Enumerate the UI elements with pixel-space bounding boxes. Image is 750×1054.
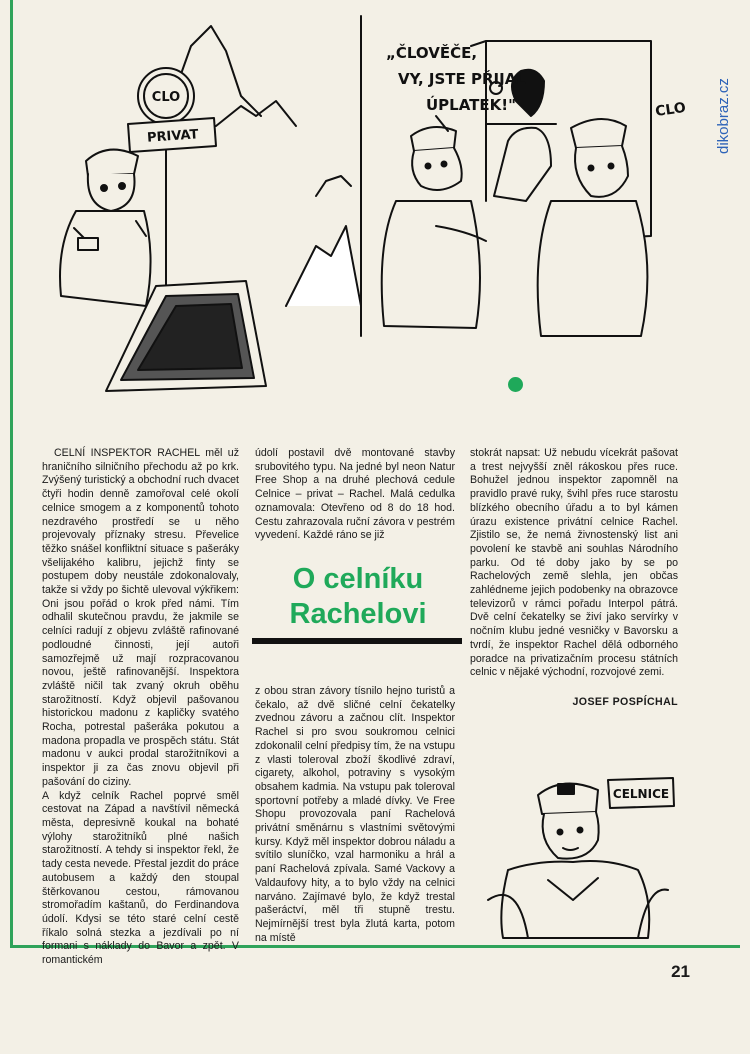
speech-line-3: ÚPLATEK!": [426, 96, 516, 114]
watermark: dikobraz.cz: [715, 78, 732, 154]
sign-clo-right: CLO: [654, 99, 687, 120]
frame-left-line: [10, 0, 13, 948]
green-dot-ornament: [508, 377, 523, 392]
article-column-2-bottom: [255, 685, 455, 945]
headline-line-1: O celníku: [292, 563, 424, 595]
article-column-3: [470, 447, 678, 680]
headline: [258, 562, 458, 632]
headline-rule: [252, 638, 462, 644]
speech-line-1: „ČLOVĚČE,: [386, 44, 478, 62]
speech-line-2: VY, JSTE PŘIJAL: [398, 70, 526, 88]
paragraph-4: z obou stran závory tísnilo hejno turistů a čekalo, až dvě sličné celní čekatelky zvednou závoru a začnou clít. Inspektor Rachel si pro svou soukromou celnici zdokonalil celní předpisy tím, že na vstupu z vlasti toleroval zboží škodlivé zdraví, cigarety, alkohol, potraviny s vysokým obsahem kadmia. Na vstupu pak toleroval sportovní potřeby a mladé dívky. Ve Free Shopu provozovala paní Rachelová privátní směnárnu s vlastními světovými kursy. Když měl inspektor dobrou náladu a svítilo sluníčko, vzal harmoniku a hrál a paní Rachelová zpívala. Samé Vackovy a Valdaufovy hity, a to bylo vždy na celnici narváno. Zajímavé bylo, že když trestal pašeráctví, měl tři stupně trestu. Nejmírnější trest byla žlutá karta, potom na místě: [255, 685, 455, 944]
author-byline: JOSEF POSPÍCHAL: [572, 696, 678, 708]
paragraph-2: A když celník Rachel poprvé směl cestovat na Západ a navštívil německá města, depresivně koukal na bohaté výlohy starožitníků plné našich starožitností. A tehdy si inspektor řekl, že tady cesta nevede. Přestal jezdit do práce autobusem a každý den stoupal štěrkovanou cestou, rámovanou stromořadím kaštanů, do Ferdinandova údolí. Kdysi se této staré celní cestě říkalo solná stezka a jezdívali po ní formani s náklady do Bavor a zpět. V romantickém: [42, 789, 239, 967]
article-column-1: [42, 447, 239, 968]
paragraph-1: CELNÍ INSPEKTOR RACHEL měl už hraničního silničního přechodu až po krk. Zvýšený turistický a obchodní ruch dvacet čtyři hodin denně zamořoval celé okolí celnice smogem a z komponentů tohoto nezdravého prostředí se u něho projevovaly příznaky stresu. Převelice těžko snášel konfliktní situace s pašeráky všelijakého kalibru, jejichž finty se postupem doby neustále zdokonalovaly, takže si vždy po šichtě ulevoval výkřikem: Oni jsou pořád o krok před námi. Tím odhalil skutečnou pravdu, že jakmile se celníci radují z objevu zvláště rafinované podloudné činnosti, její autoři samozřejmě už mají rozpracovanou novou, ještě rafinovanější. Inspektora zvláště ničil tak zvaný okruh oběhu starožitností. Když objevil pašovanou historickou madonu z kapličky svatého Rocha, potrestal pašeráka pokutou a madona propadla ve prospěch státu. Stát madonu v aukci prodal starožitníkovi a inspektor ji za čas znovu objevil při pašování do ciziny.: [42, 447, 239, 788]
page-number: 21: [671, 962, 690, 981]
cartoon-top-illustration: [16, 6, 716, 436]
cartoon-bottom-illustration: [478, 770, 678, 940]
sign-celnice: CELNICE: [612, 787, 670, 801]
sign-clo-left: CLO: [151, 90, 181, 105]
article-column-2-top: [255, 447, 455, 543]
paragraph-3: údolí postavil dvě montované stavby srubovitého typu. Na jedné byl neon Natur Free Shop a na druhé plechová cedule Celnice – privat – Rachel. Malá cedulka oznamovala: Otevřeno od 8 do 18 hod. Cestu zahrazovala ruční závora v pestrém vyvedení. Každé ráno se již: [255, 447, 455, 542]
paragraph-5: stokrát napsat: Už nebudu vícekrát pašovat a trest nejvyšší zněl rákoskou přes ruce. Bohužel jednou inspektor zapomněl na pravidlo pravé ruky, švihl přes ruce starostu blízkého obecního úřadu a to byl kámen úrazu existence privátní celnice Rachel. Zjistilo se, že nemá živnostenský list ani povolení ke stavbě ani souhlas Národního parku. Od té doby jako by se po Rachelových země slehla, jen občas zahlédneme jejich podobenky na obrazovce televizorů v rámci pořadu Interpol pátrá. Dvě celní čekatelky se živí jako servírky v nočním klubu jedné vesničky v Bavorsku a tvrdí, že inspektor Rachel dělá odborného poradce na privatizačním procesu státních celnic v nějaké východní, rozvojové zemi.: [470, 447, 678, 679]
sign-privat: PRIVAT: [146, 127, 199, 146]
headline-line-2: Rachelovi: [289, 598, 427, 630]
